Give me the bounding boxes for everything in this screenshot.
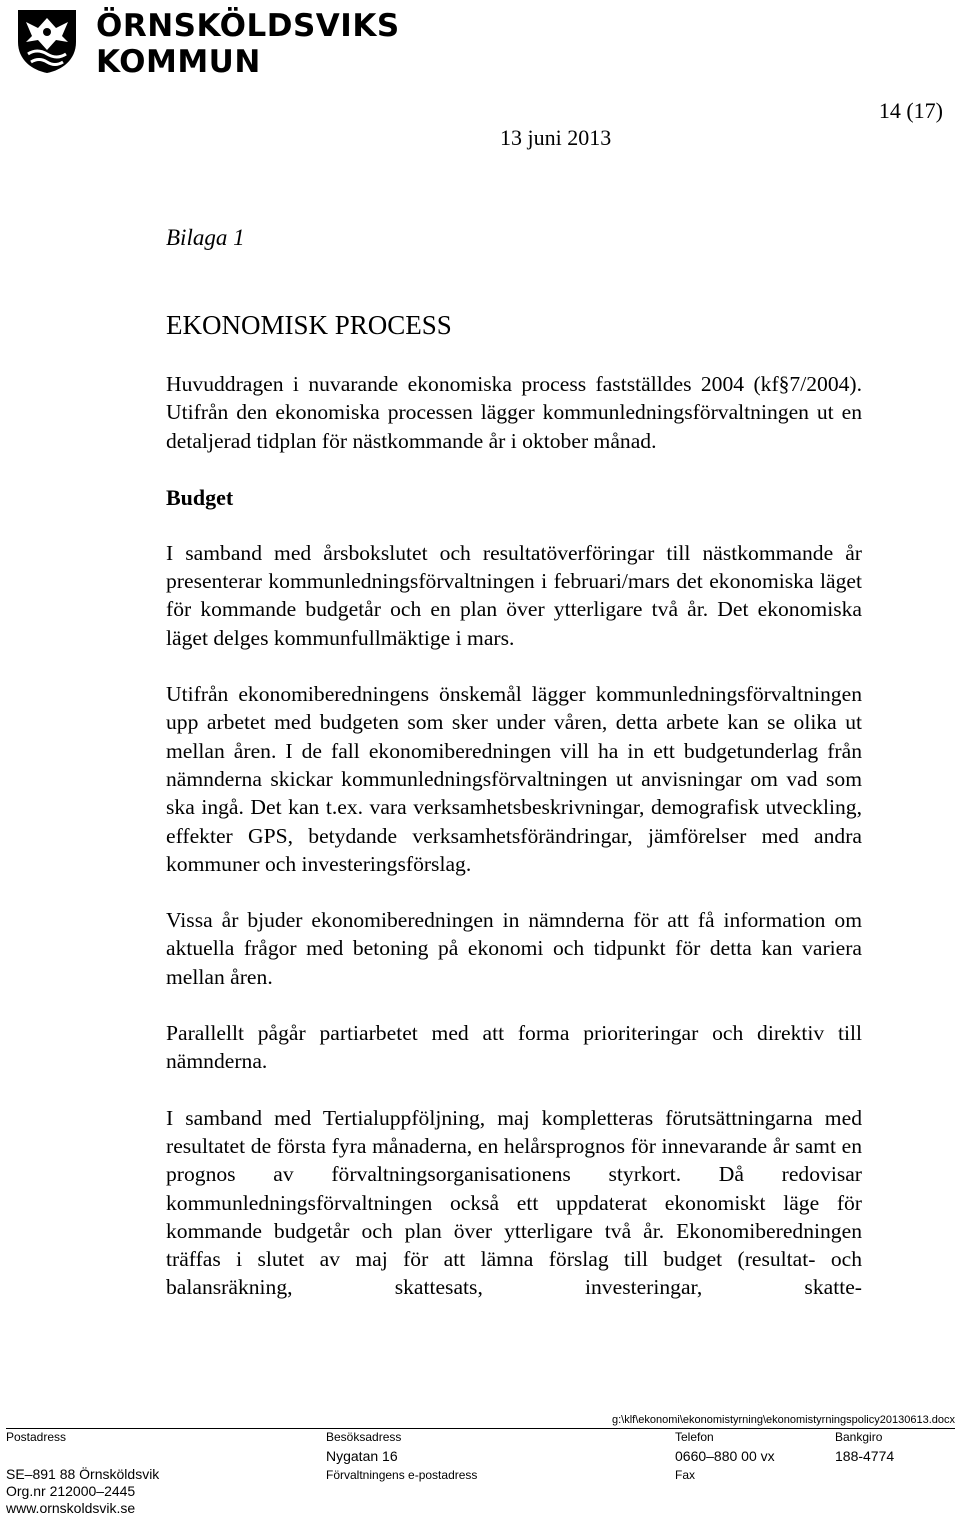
document-title: EKONOMISK PROCESS [166,310,452,340]
document-date: 13 juni 2013 [500,125,612,150]
postal-label: Postadress [6,1430,67,1444]
org-number: Org.nr 212000–2445 [6,1483,136,1499]
email-label: Förvaltningens e-postadress [326,1468,478,1482]
fax-label: Fax [675,1468,696,1482]
postal-address: SE–891 88 Örnsköldsvik [6,1466,160,1482]
page-footer [0,1410,960,1518]
file-path: g:\klf\ekonomi\ekonomistyrning\ekonomistyrningspolicy20130613.docx [611,1414,955,1426]
paragraph: I samband med Tertialuppföljning, maj kompletteras förutsättningarna med resultatet de första fyra månaderna, en helårsprognos för innevarande år samt en prognos av förvaltningsorganisationens styrkort. Då redovisar kommunledningsförvaltningen också ett uppdaterat ekonomiskt läge för kommande budgetår och plan över ytterligare två år. Ekonomiberedningen träffas i slutet av maj för att lämna förslag till budget (resultat- och balansräkning, skattesats, investeringar, skatte- [166,1105,862,1300]
phone-label: Telefon [675,1430,714,1444]
bank-label: Bankgiro [835,1430,883,1444]
org-name-line2: KOMMUN [96,44,261,80]
org-name-line1: ÖRNSKÖLDSVIKS [96,8,400,44]
website-link[interactable]: www.ornskoldsvik.se [6,1500,136,1516]
intro-paragraph: Huvuddragen i nuvarande ekonomiska process fastställdes 2004 (kf§7/2004). Utifrån den ekonomiska processen lägger kommunledningsförvaltningen ut en detaljerad tidplan för nästkommande år i oktober månad. [166,372,862,453]
municipality-logo [16,8,400,80]
document-body [166,370,862,1330]
page-number: 14 (17) [878,98,943,123]
paragraph: Parallellt pågår partiarbetet med att forma prioriteringar och direktiv till nämnderna. [166,1021,862,1074]
bank-number: 188-4774 [835,1448,895,1464]
paragraph: I samband med årsbokslutet och resultatöverföringar till nästkommande år presenterar kommunledningsförvaltningen i februari/mars det ekonomiska läget för kommande budgetår och en plan över ytterligare två år. Det ekonomiska läget delges kommunfullmäktige i mars. [166,540,862,650]
visit-label: Besöksadress [326,1430,402,1444]
visit-address: Nygatan 16 [326,1448,398,1464]
footer-divider [6,1428,955,1429]
paragraph: Utifrån ekonomiberedningens önskemål lägger kommunledningsförvaltningen upp arbetet med budgeten som sker under våren, detta arbete kan se olika ut mellan åren. I de fall ekonomiberedningen vill ha in ett budgetunderlag från nämnderna skickar kommunledningsförvaltningen ut anvisningar om vad som ska ingå. Det kan t.ex. vara verksamhetsbeskrivningar, demografisk utveckling, effekter GPS, betydande verksamhetsförändringar, jämförelser med andra kommuner och investeringsförslag. [166,682,862,876]
appendix-label: Bilaga 1 [166,225,245,250]
paragraph: Vissa år bjuder ekonomiberedningen in nämnderna för att få information om aktuella frågor med betoning på ekonomi och tidpunkt för detta kan variera mellan åren. [166,908,862,989]
coat-of-arms-icon [16,8,78,74]
phone-number: 0660–880 00 vx [675,1448,775,1464]
section-heading: Budget [166,484,234,510]
